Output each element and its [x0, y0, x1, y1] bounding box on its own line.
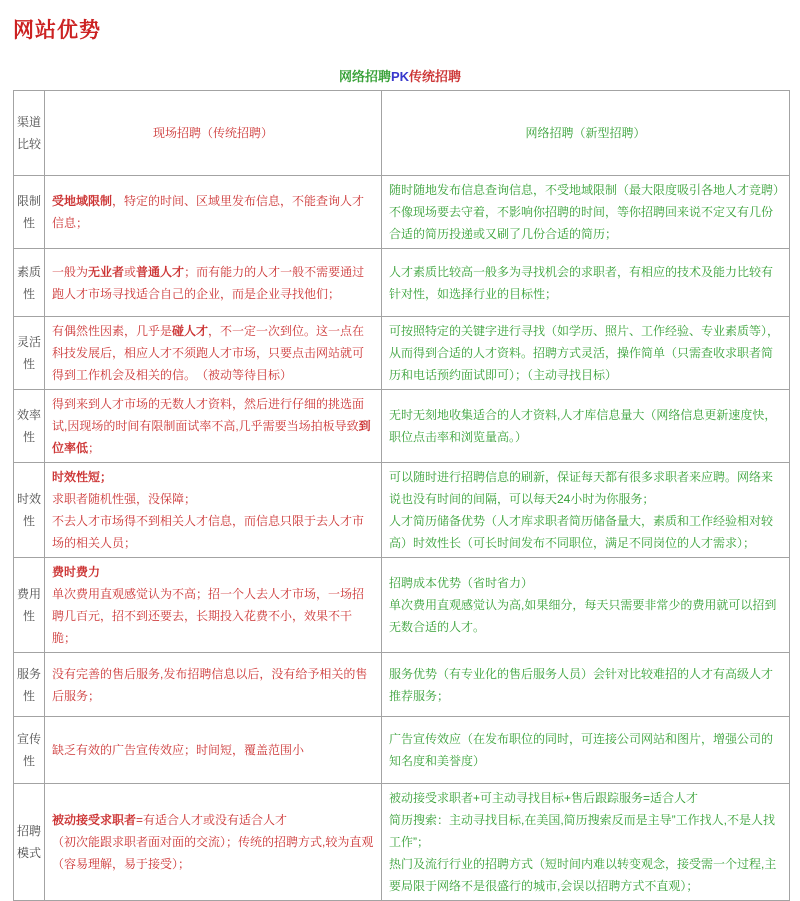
caption-pk: PK [390, 69, 410, 84]
online-cell: 服务优势（有专业化的售后服务人员）会针对比较难招的人才有高级人才推荐服务； [382, 653, 790, 717]
online-cell: 被动接受求职者+可主动寻找目标+售后跟踪服务=适合人才 简历搜索：主动寻找目标,在美国,简历搜索反而是主导”工作找人,不是人找工作”； 热门及流行行业的招聘方式（短时间内难以转变观念，接受需一个过程,主要局限于网络不是很盛行的城市,会误以招聘方式不直观）； [382, 784, 790, 901]
table-caption [0, 66, 800, 85]
online-cell: 可按照特定的关键字进行寻找（如学历、照片、工作经验、专业素质等），从而得到合适的人才资料。招聘方式灵活，操作简单（只需查收求职者简历和电话预约面试即可）；（主动寻找目标） [382, 317, 790, 390]
traditional-cell: 没有完善的售后服务,发布招聘信息以后，没有给予相关的售后服务； [45, 653, 382, 717]
caption-online-recruit: 网络招聘 [338, 69, 391, 84]
table-row [14, 317, 790, 390]
online-cell: 广告宣传效应（在发布职位的同时，可连接公司网站和图片，增强公司的知名度和美誉度） [382, 717, 790, 784]
online-cell: 无时无刻地收集适合的人才资料,人才库信息量大（网络信息更新速度快，职位点击率和浏览量高。） [382, 390, 790, 463]
comparison-table [13, 90, 790, 901]
online-cell: 招聘成本优势（省时省力） 单次费用直观感觉认为高,如果细分，每天只需要非常少的费用就可以招到无数合适的人才。 [382, 558, 790, 653]
table-body [14, 176, 790, 901]
traditional-cell: 一般为无业者或普通人才；而有能力的人才一般不需要通过跑人才市场寻找适合自己的企业，而是企业寻找他们； [45, 249, 382, 317]
table-row [14, 463, 790, 558]
row-label: 招聘模式 [14, 784, 45, 901]
header-channel-comparison: 渠道比较 [14, 91, 45, 176]
page-title: 网站优势 [13, 19, 101, 42]
row-label: 服务性 [14, 653, 45, 717]
header-row [14, 91, 790, 176]
table-row [14, 558, 790, 653]
row-label: 灵活性 [14, 317, 45, 390]
row-label: 素质性 [14, 249, 45, 317]
table-row [14, 717, 790, 784]
traditional-cell: 费时费力 单次费用直观感觉认为不高；招一个人去人才市场，一场招聘几百元，招不到还要去，长期投入花费不小，效果不干脆； [45, 558, 382, 653]
table-row [14, 176, 790, 249]
traditional-cell: 缺乏有效的广告宣传效应；时间短，覆盖范围小 [45, 717, 382, 784]
online-cell: 随时随地发布信息查询信息，不受地域限制（最大限度吸引各地人才竞聘）不像现场要去守着，不影响你招聘的时间，等你招聘回来说不定又有几份合适的简历投递或又刷了几份合适的简历； [382, 176, 790, 249]
row-label: 费用性 [14, 558, 45, 653]
traditional-cell: 被动接受求职者=有适合人才或没有适合人才 （初次能跟求职者面对面的交流）；传统的招聘方式,较为直观（容易理解，易于接受）； [45, 784, 382, 901]
row-label: 效率性 [14, 390, 45, 463]
header-traditional-column: 现场招聘（传统招聘） [45, 91, 382, 176]
traditional-cell: 有偶然性因素，几乎是碰人才，不一定一次到位。这一点在科技发展后，相应人才不须跑人才市场，只要点击网站就可得到工作机会及相关的信。 （被动等待目标） [45, 317, 382, 390]
online-cell: 可以随时进行招聘信息的刷新，保证每天都有很多求职者来应聘。网络来说也没有时间的间隔，可以每天24小时为你服务； 人才简历储备优势（人才库求职者简历储备量大，素质和工作经验相对较高）时效性长（可长时间发布不同职位，满足不同岗位的人才需求）； [382, 463, 790, 558]
traditional-cell: 时效性短； 求职者随机性强，没保障； 不去人才市场得不到相关人才信息，而信息只限于去人才市场的相关人员； [45, 463, 382, 558]
table-row [14, 784, 790, 901]
row-label: 限制性 [14, 176, 45, 249]
table-row [14, 249, 790, 317]
traditional-cell: 得到来到人才市场的无数人才资料，然后进行仔细的挑选面试,因现场的时间有限制面试率不高,几乎需要当场拍板导致到位率低； [45, 390, 382, 463]
row-label: 时效性 [14, 463, 45, 558]
table-row [14, 653, 790, 717]
online-cell: 人才素质比较高一般多为寻找机会的求职者，有相应的技术及能力比较有针对性，如选择行业的目标性； [382, 249, 790, 317]
traditional-cell: 受地域限制，特定的时间、区域里发布信息，不能查询人才信息； [45, 176, 382, 249]
table-row [14, 390, 790, 463]
header-online-column: 网络招聘（新型招聘） [382, 91, 790, 176]
row-label: 宣传性 [14, 717, 45, 784]
caption-traditional-recruit: 传统招聘 [409, 69, 462, 84]
